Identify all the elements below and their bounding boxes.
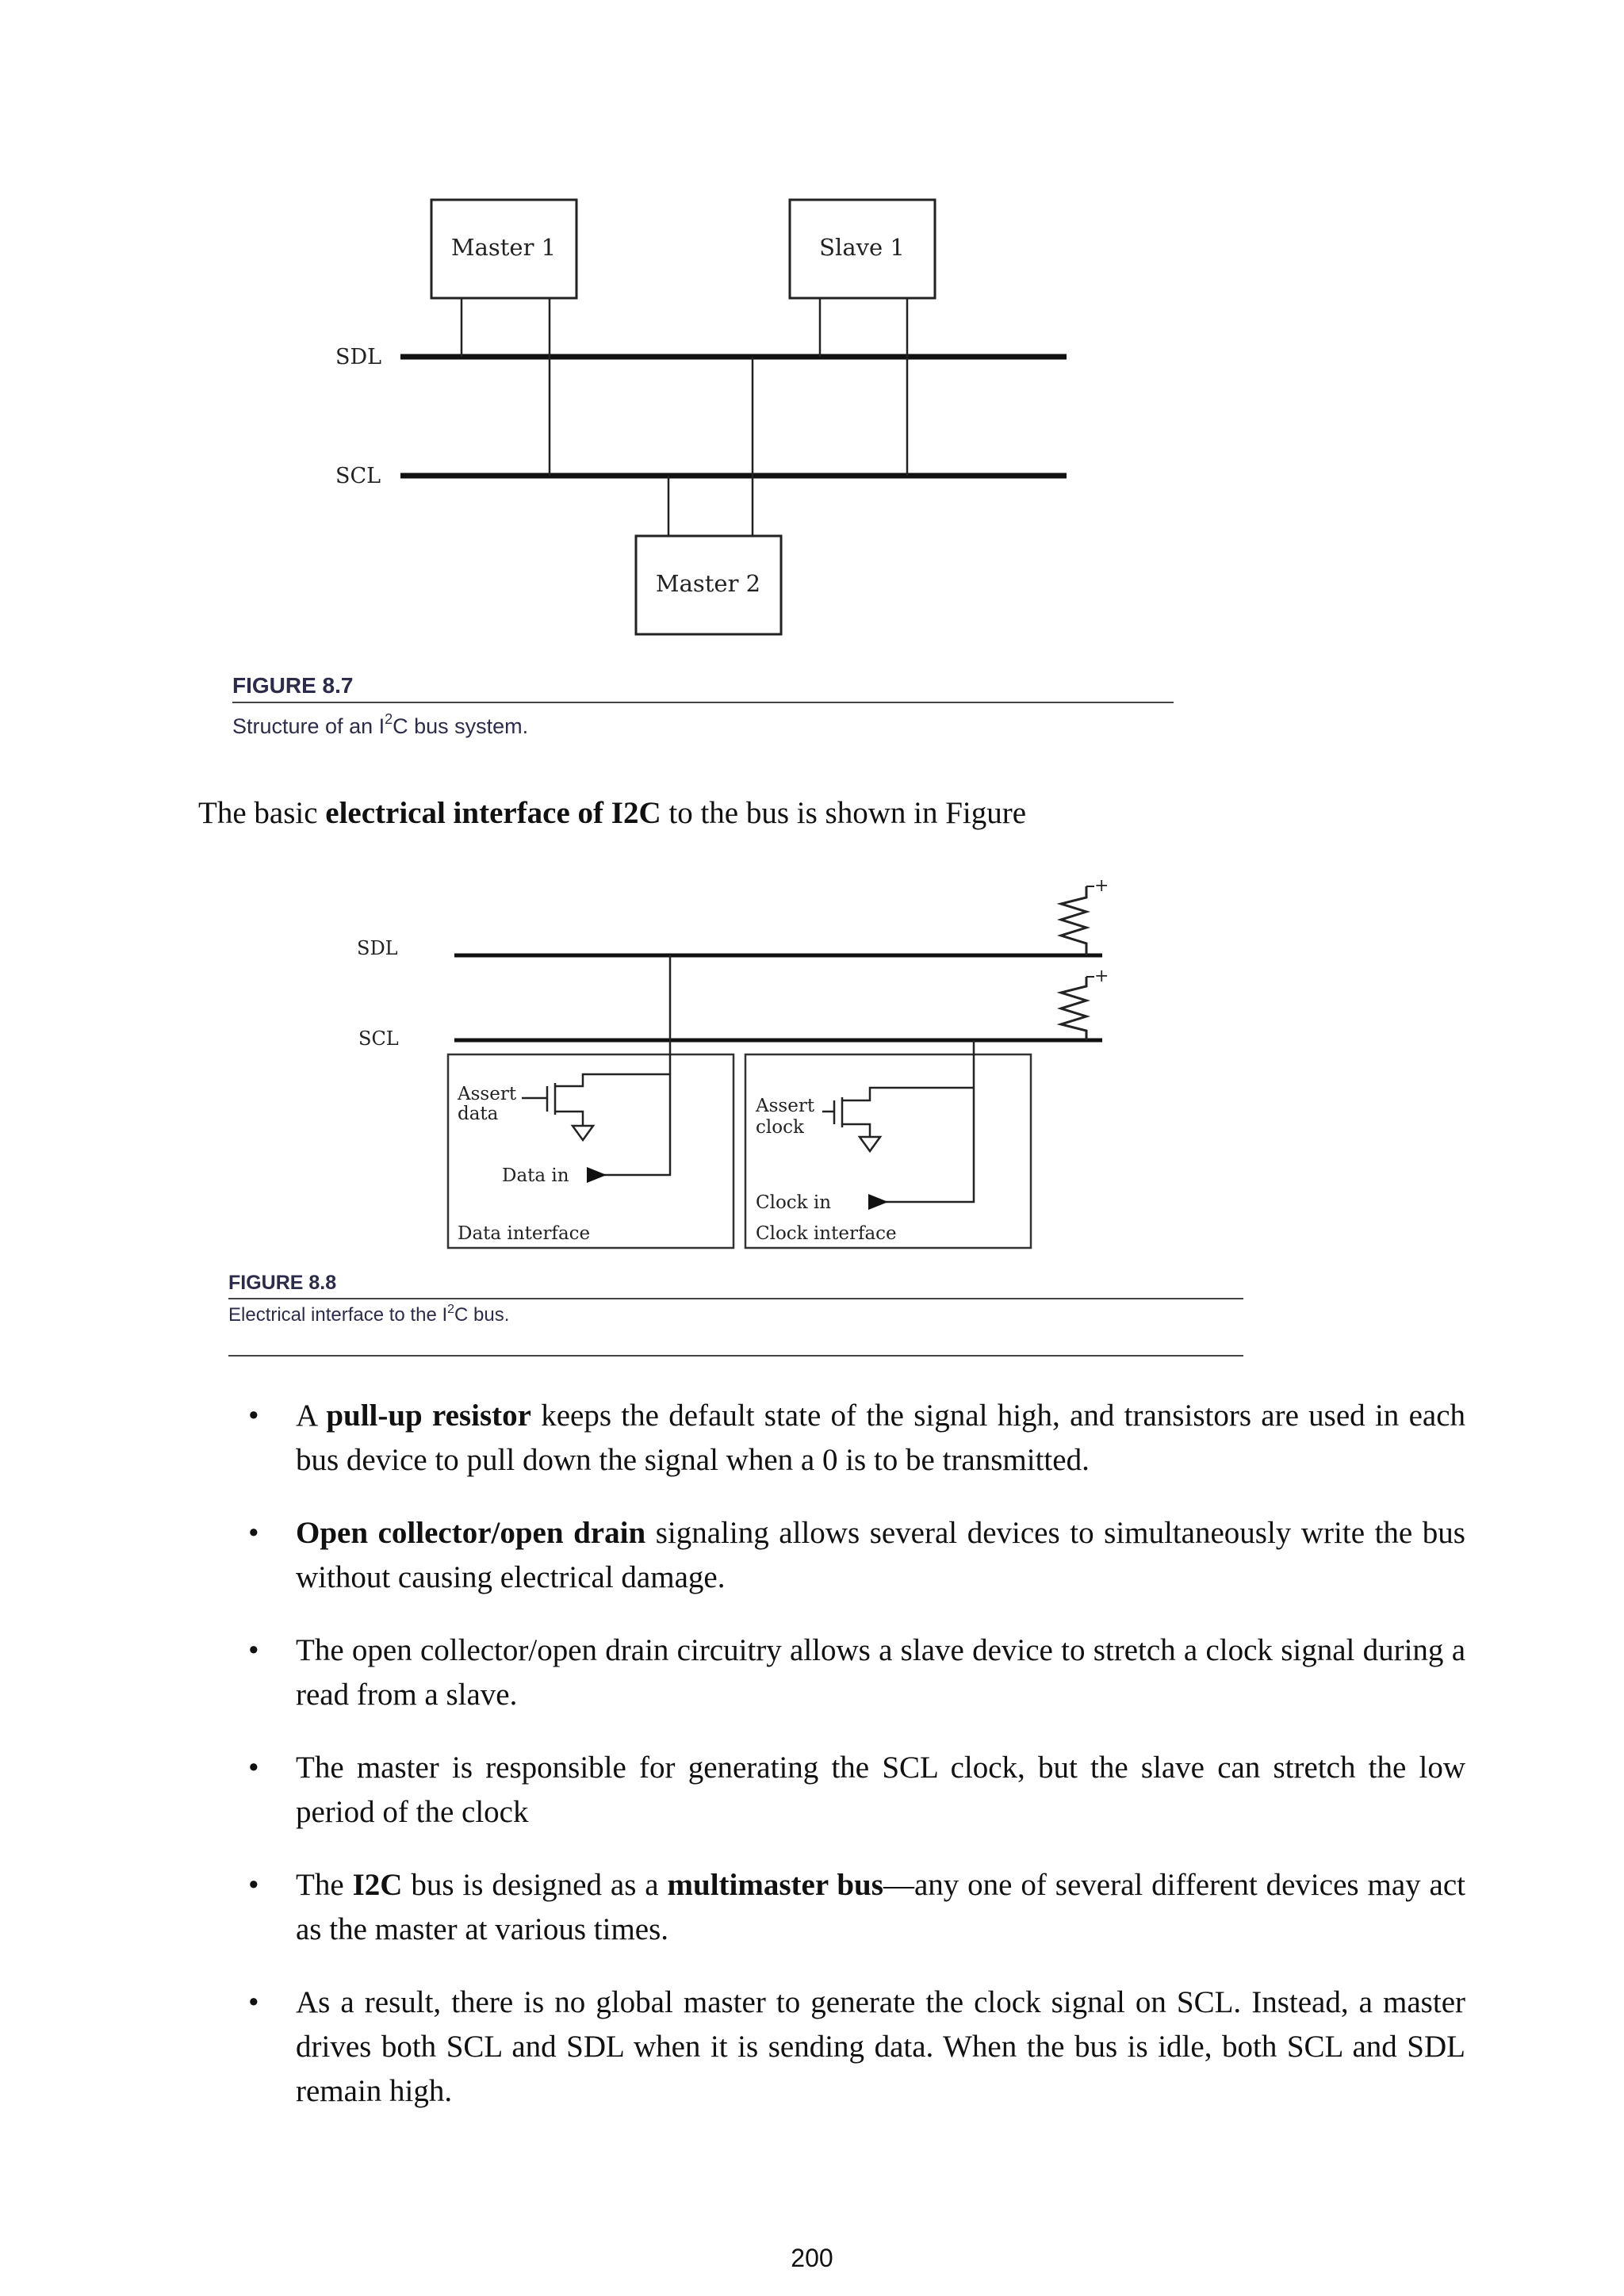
data-ground-icon (573, 1126, 593, 1140)
figure-8-7-caption: Structure of an $I^2C$ bus system. (232, 711, 529, 738)
figure-8-8-diagram (0, 856, 1624, 1380)
bullet-icon: • (248, 1633, 259, 1667)
data-in-label: Data in (502, 1165, 569, 1186)
figure-8-8-label: FIGURE 8.8 (228, 1272, 337, 1294)
data-transistor-icon (555, 1074, 670, 1086)
assert-data-label-2: data (458, 1104, 499, 1124)
bullet-icon: • (248, 1516, 259, 1550)
bullet-icon: • (248, 1868, 259, 1902)
master1-label: Master 1 (450, 234, 557, 261)
data-interface-label: Data interface (458, 1223, 591, 1244)
bullet-text: The open collector/open drain circuitry allows a slave device to stretch a clock signal during a read from a slave. (296, 1633, 1465, 1712)
master2-label: Master 2 (655, 570, 761, 597)
bullet-text: A pull-up resistor keeps the default state of the signal high, and transistors are used in each bus device to pull down the signal when a 0 is to be transmitted. (296, 1399, 1466, 1477)
page-number: 200 (791, 2244, 833, 2272)
bullet-icon: • (248, 1985, 259, 2019)
intro-paragraph: The basic electrical interface of I2C to the bus is shown in Figure (198, 796, 1027, 830)
bullet-text: The I2C bus is designed as a multimaster bus—any one of several different devices may act as the master at various times. (296, 1868, 1465, 1946)
assert-data-label-1: Assert (458, 1084, 517, 1104)
pullup-resistor-scl-icon (1061, 977, 1086, 1040)
clock-source-lead (842, 1124, 870, 1137)
clock-interface-label: Clock interface (756, 1223, 897, 1244)
clock-ground-icon (860, 1137, 880, 1151)
bullet-text: Open collector/open drain signaling allows several devices to simultaneously write the bus without causing electrical damage. (296, 1516, 1465, 1594)
figure-8-7-label: FIGURE 8.7 (232, 673, 354, 698)
clock-wire (884, 1040, 974, 1202)
plus-sdl: + (1094, 876, 1109, 896)
bullet-text: As a result, there is no global master to generate the clock signal on SCL. Instead, a master drives both SCL and SDL when it is sending data. When the bus is idle, both SCL and SDL remain high. (296, 1985, 1465, 2108)
assert-clock-label-2: clock (756, 1117, 804, 1138)
clock-transistor-icon (842, 1088, 974, 1100)
assert-clock-label-1: Assert (756, 1096, 815, 1116)
clock-in-label: Clock in (756, 1192, 832, 1213)
data-wire (603, 955, 670, 1175)
bullet-icon: • (248, 1399, 259, 1433)
clock-interface-box (745, 1054, 1031, 1248)
figure-8-7-diagram (0, 0, 1624, 761)
slave1-label: Slave 1 (819, 234, 905, 261)
bullet-icon: • (248, 1751, 259, 1785)
sdl-label: SDL (335, 345, 382, 369)
plus-scl: + (1094, 966, 1109, 986)
sdl-label-2: SDL (357, 937, 398, 959)
bullet-text: The master is responsible for generating the SCL clock, but the slave can stretch the low period of the clock (296, 1751, 1465, 1829)
figure-8-8-caption: Electrical interface to the $I^2C$ bus. (228, 1303, 510, 1326)
data-source-lead (555, 1112, 583, 1126)
scl-label: SCL (335, 464, 381, 488)
scl-label-2: SCL (358, 1027, 399, 1050)
pullup-resistor-sdl-icon (1061, 886, 1086, 955)
bullet-list (248, 1394, 1485, 2123)
